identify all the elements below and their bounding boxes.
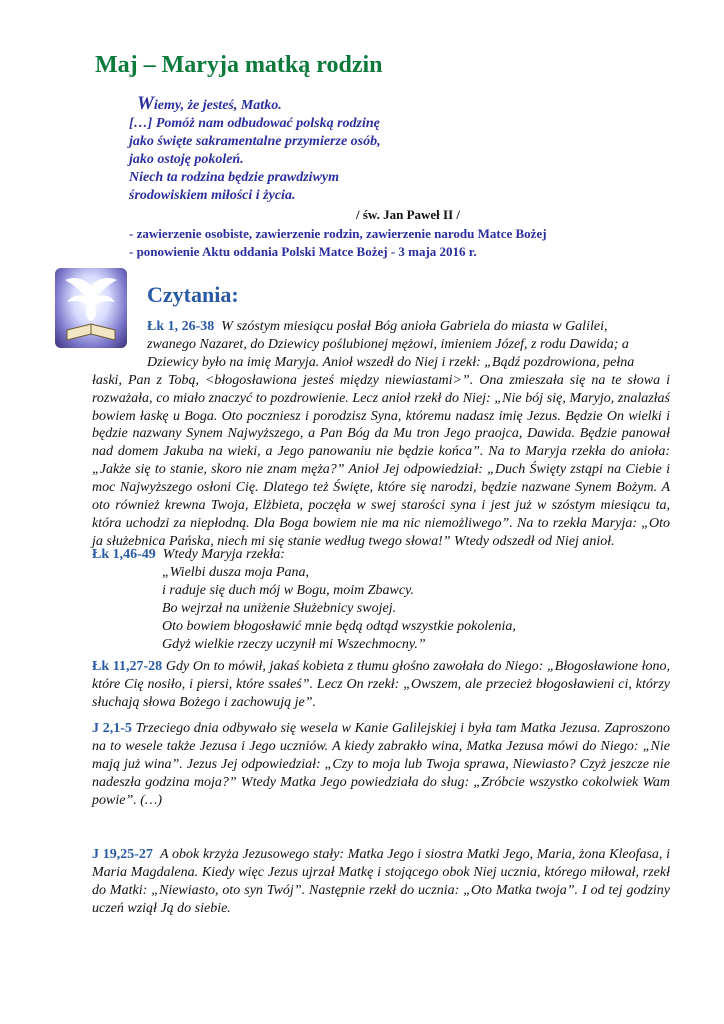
verse-line: i raduje się duch mój w Bogu, moim Zbawcy.: [162, 583, 414, 598]
reading-line: [147, 318, 670, 336]
reading-text: A obok krzyża Jezusowego stały: Matka Jego i siostra Matki Jego, Maria, żona Kleofasa, i Maria Magdalena. Kiedy więc Jezus ujrzał Matkę i stojącego obok Niej ucznia, którego miłował, rzekł do Matki: „Niewiasto, oto syn Twój”. Następnie rzekł do ucznia: „Oto Matka twoja”. I od tej godziny uczeń wziął Ją do siebie.: [92, 847, 671, 916]
reading-luke-1-26: [92, 318, 670, 551]
quote-line: jako ostoję pokoleń.: [129, 152, 244, 167]
reading-line: Dziewicy było na imię Maryja. Anioł wszedł do Niej i rzekł: „Bądź pozdrowiona, pełna: [147, 354, 635, 370]
quote-line: jako święte sakramentalne przymierze osób,: [129, 134, 381, 149]
quote-dropcap: W: [137, 93, 154, 114]
readings-heading: Czytania:: [147, 282, 239, 307]
point-item: - ponowienie Aktu oddania Polski Matce Bożej - 3 maja 2016 r.: [129, 244, 477, 259]
verse-line: Gdyż wielkie rzeczy uczynił mi Wszechmocny.”: [162, 637, 426, 652]
reading-line: [92, 546, 670, 564]
reading-reference: J 2,1-5: [92, 721, 132, 736]
reading-line: zwanego Nazaret, do Dziewicy poślubionej mężowi, imieniem Józef, z rodu Dawida; a: [147, 336, 629, 352]
reading-reference: J 19,25-27: [92, 847, 153, 862]
point-item: - zawierzenie osobiste, zawierzenie rodzin, zawierzenie narodu Matce Bożej: [129, 226, 547, 241]
quote-first-line: [129, 95, 609, 115]
reading-text: W szóstym miesiącu posłał Bóg anioła Gabriela do miasta w Galilei,: [221, 319, 608, 334]
reading-reference: Łk 1, 26-38: [147, 319, 215, 334]
reading-luke-11-27: [92, 658, 670, 712]
verse-line: „Wielbi dusza moja Pana,: [162, 565, 310, 580]
quote-block: [129, 95, 609, 205]
verse-line: Oto bowiem błogosławić mnie będą odtąd wszystkie pokolenia,: [162, 619, 516, 634]
verse-line: Bo wejrzał na uniżenie Służebnicy swojej.: [162, 601, 397, 616]
quote-line: Niech ta rodzina będzie prawdziwym: [129, 170, 340, 185]
quote-line: […] Pomóż nam odbudować polską rodzinę: [129, 116, 380, 131]
reading-text: Trzeciego dnia odbywało się wesela w Kanie Galilejskiej i była tam Matka Jezusa. Zaproszono na to wesele także Jezusa i Jego uczniów. A kiedy zabrakło wina, Matka Jezusa mówi do Niego: „Nie mają już wina”. Jezus Jej odpowiedział: „Czy to moja lub Twoja sprawa, Niewiasto? Czyż jeszcze nie nadeszła godzina moja?” Wtedy Matka Jego powiedziała do sług: „Zróbcie wszystko cokolwiek Wam powie”. (…): [92, 721, 670, 808]
quote-first-line-text: iemy, że jesteś, Matko.: [153, 98, 282, 113]
reading-indented-lines: [92, 318, 670, 372]
reading-text: Wtedy Maryja rzekła:: [162, 547, 285, 562]
reading-john-19-25: [92, 846, 670, 918]
reading-john-2-1: [92, 720, 670, 810]
page-title: Maj – Maryja matką rodzin: [95, 52, 383, 78]
quote-line: środowiskiem miłości i życia.: [129, 188, 296, 203]
quote-author: / św. Jan Paweł II /: [356, 207, 461, 222]
reading-text: Gdy On to mówił, jakaś kobieta z tłumu głośno zawołała do Niego: „Błogosławione łono, które Cię nosiło, i piersi, które ssałeś”. Lecz On rzekł: „Owszem, ale przecież błogosławieni ci, którzy słuchają słowa Bożego i zachowują je”.: [92, 659, 671, 710]
reading-magnificat: [92, 546, 670, 654]
reading-reference: Łk 11,27-28: [92, 659, 163, 674]
entrustment-points: [129, 225, 547, 261]
reading-text: łaski, Pan z Tobą, <błogosławiona jesteś między niewiastami>”. Ona zmieszała się na te słowa i rozważała, co miało znaczyć to pozdrowienie. Lecz anioł rzekł do Niej: „Nie bój się, Maryjo, znalazłaś bowiem łaskę u Boga. Oto poczniesz i porodzisz Syna, któremu nadasz imię Jezus. Będzie On wielki i będzie nazwany Synem Najwyższego, a Pan Bóg da Mu tron Jego praojca, Dawida. Będzie panował nad domem Jakuba na wieki, a Jego panowaniu nie będzie końca”. Na to Maryja rzekła do anioła: „Jakże się to stanie, skoro nie znam męża?” Anioł Jej odpowiedział: „Duch Święty zstąpi na Ciebie i moc Najwyższego osłoni Cię. Dlatego też Święte, które się narodzi, będzie nazwane Synem Bożym. A oto również krewna Twoja, Elżbieta, poczęła w swej starości syna i jest już w szóstym miesiącu ta, która uchodzi za niepłodną. Dla Boga bowiem nie ma nic niemożliwego”. Na to rzekła Maryja: „Oto ja służebnica Pańska, niech mi się stanie według twego słowa!” Wtedy odszedł od Niej anioł.: [92, 372, 670, 549]
reading-reference: Łk 1,46-49: [92, 547, 156, 562]
